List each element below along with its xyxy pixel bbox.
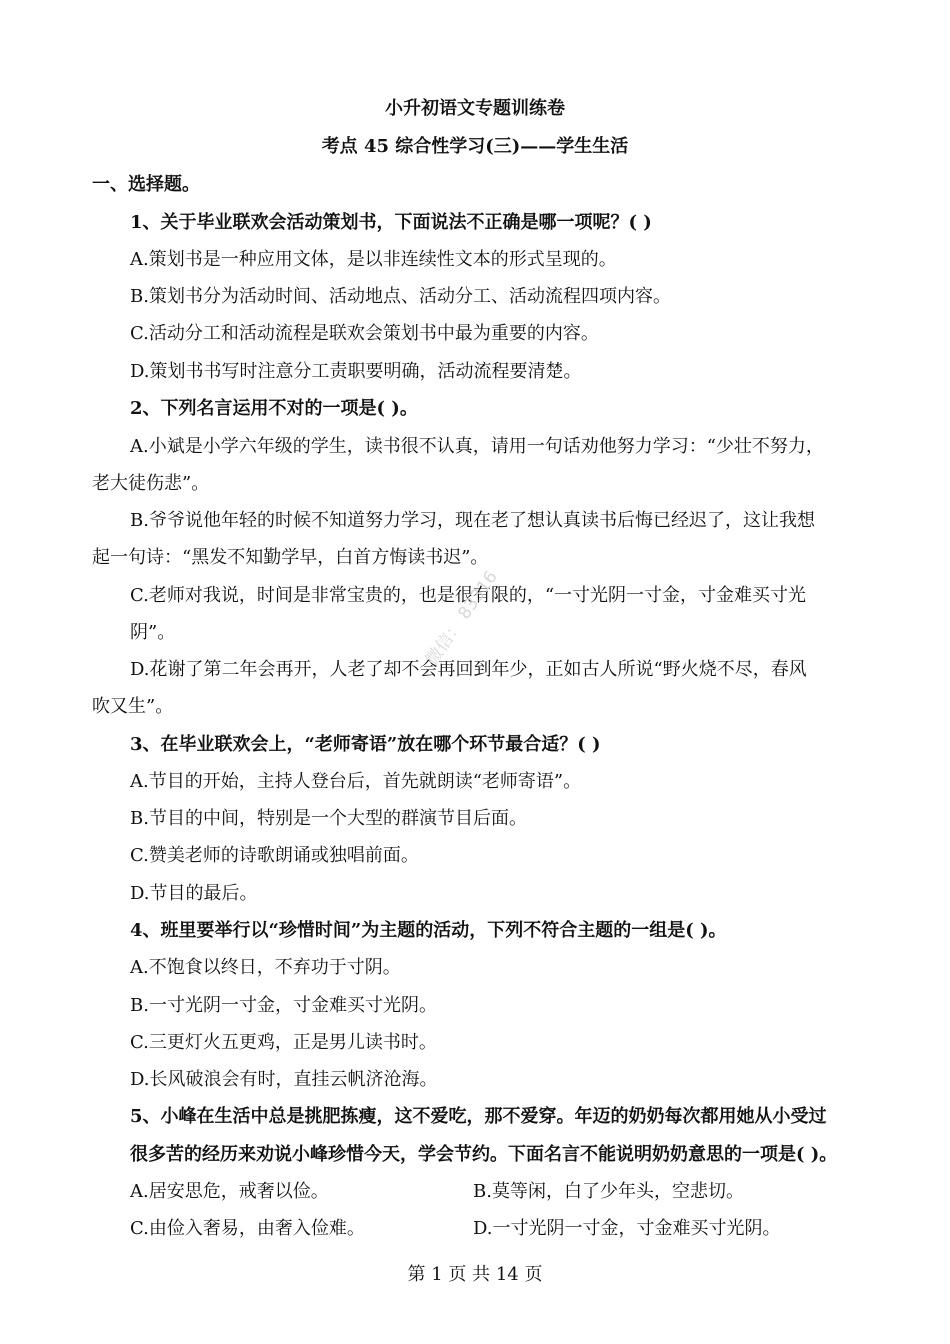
- question-1-stem: 1、关于毕业联欢会活动策划书，下面说法不正确是哪一项呢？( ): [130, 212, 652, 233]
- question-2-option-c-cont: 阴”。: [130, 622, 176, 643]
- question-1-option-b: B.策划书分为活动时间、活动地点、活动分工、活动流程四项内容。: [130, 286, 671, 307]
- question-2-option-b-cont: 起一句诗：“黑发不知勤学早，白首方悔读书迟”。: [92, 547, 489, 568]
- question-3-option-c: C.赞美老师的诗歌朗诵或独唱前面。: [130, 845, 419, 866]
- question-2-option-b: B.爷爷说他年轻的时候不知道努力学习，现在老了想认真读书后悔已经迟了，这让我想: [130, 510, 815, 531]
- question-5-stem: 5、小峰在生活中总是挑肥拣瘦，这不爱吃，那不爱穿。年迈的奶奶每次都用她从小受过: [130, 1106, 827, 1127]
- question-2-option-a: A.小斌是小学六年级的学生，读书很不认真，请用一句话劝他努力学习：“少壮不努力，: [130, 436, 824, 457]
- question-1-option-c: C.活动分工和活动流程是联欢会策划书中最为重要的内容。: [130, 323, 599, 344]
- question-3-option-d: D.节目的最后。: [130, 883, 258, 904]
- question-5-option-c: C.由俭入奢易，由奢入俭难。: [130, 1218, 365, 1239]
- doc-subtitle: 考点 45 综合性学习(三)——学生生活: [321, 136, 629, 157]
- question-2-option-a-cont: 老大徒伤悲”。: [92, 473, 210, 494]
- watermark: 微信： 83316: [422, 567, 502, 670]
- question-1-option-d: D.策划书书写时注意分工责职要明确，活动流程要清楚。: [130, 361, 582, 382]
- question-4-option-d: D.长风破浪会有时，直挂云帆济沧海。: [130, 1069, 438, 1090]
- question-5-option-b: B.莫等闲，白了少年头，空悲切。: [473, 1181, 744, 1202]
- question-3-stem: 3、在毕业联欢会上，“老师寄语”放在哪个环节最合适？( ): [130, 734, 601, 755]
- question-2-option-d: D.花谢了第二年会再开，人老了却不会再回到年少，正如古人所说“野火烧不尽，春风: [130, 659, 807, 680]
- question-1-option-a: A.策划书是一种应用文体，是以非连续性文本的形式呈现的。: [130, 249, 617, 270]
- question-3-option-b: B.节目的中间，特别是一个大型的群演节目后面。: [130, 808, 527, 829]
- question-4-option-c: C.三更灯火五更鸡，正是男儿读书时。: [130, 1032, 437, 1053]
- question-4-option-b: B.一寸光阴一寸金，寸金难买寸光阴。: [130, 995, 437, 1016]
- question-3-option-a: A.节目的开始，主持人登台后，首先就朗读“老师寄语”。: [130, 771, 582, 792]
- question-4-option-a: A.不饱食以终日，不弃功于寸阴。: [130, 957, 401, 978]
- question-2-option-c: C.老师对我说，时间是非常宝贵的，也是很有限的，“一寸光阴一寸金，寸金难买寸光: [130, 585, 807, 606]
- doc-title: 小升初语文专题训练卷: [385, 98, 565, 119]
- question-5-option-a: A.居安思危，戒奢以俭。: [130, 1181, 329, 1202]
- section-heading: 一、选择题。: [92, 174, 200, 195]
- page-footer: 第 1 页 共 14 页: [407, 1264, 543, 1285]
- question-4-stem: 4、班里要举行以“珍惜时间”为主题的活动，下列不符合主题的一组是( )。: [130, 920, 727, 941]
- question-2-stem: 2、下列名言运用不对的一项是( )。: [130, 398, 418, 419]
- question-5-stem-cont: 很多苦的经历来劝说小峰珍惜今天，学会节约。下面名言不能说明奶奶意思的一项是( )。: [130, 1144, 838, 1165]
- question-5-option-d: D.一寸光阴一寸金，寸金难买寸光阴。: [473, 1218, 781, 1239]
- question-2-option-d-cont: 吹又生”。: [92, 696, 174, 717]
